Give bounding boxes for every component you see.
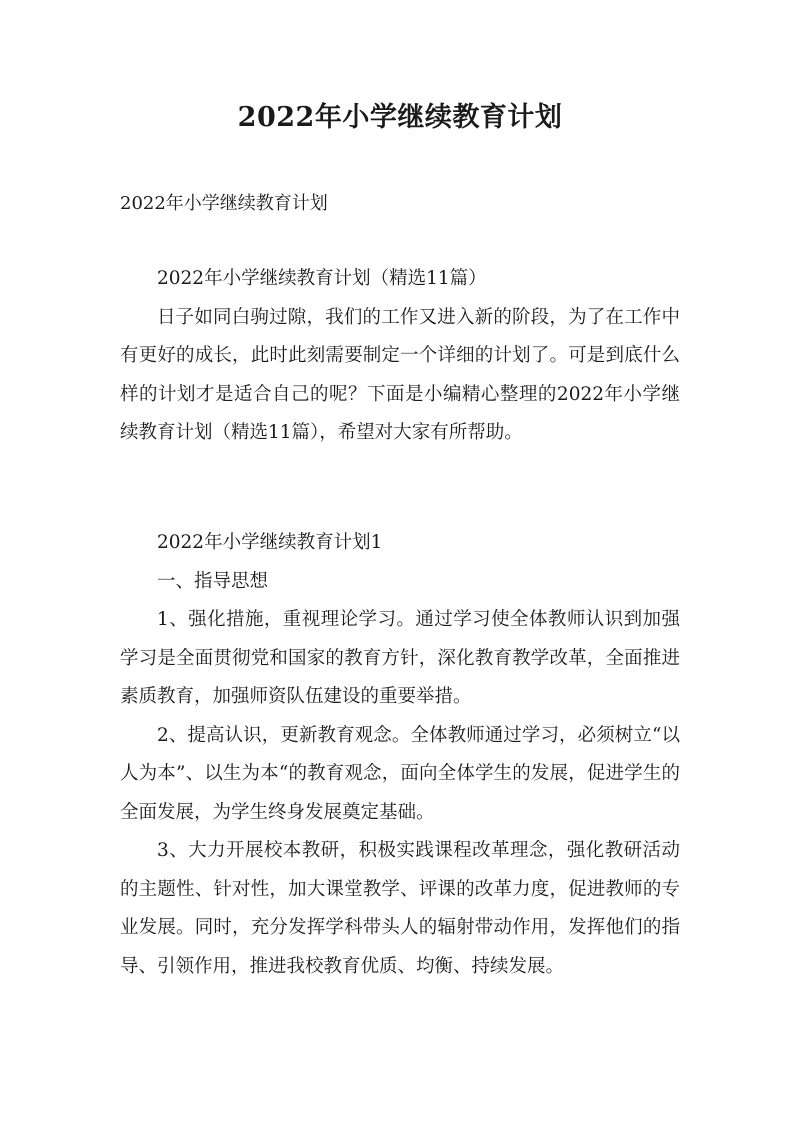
- document-title: 2022年小学继续教育计划: [237, 102, 563, 133]
- intro-heading: 2022年小学继续教育计划（精选11篇）: [157, 268, 487, 289]
- section-subheading: 一、指导思想: [157, 570, 269, 592]
- section-item-3: 3、大力开展校本教研，积极实践课程改革理念，强化教研活动的主题性、针对性，加大课堂教学、评课的改革力度，促进教师的专业发展。同时，充分发挥学科带头人的辐射带动作用，发挥他们的指导、引领作用，推进我校教育优质、均衡、持续发展。: [120, 840, 680, 977]
- intro-section: [120, 260, 680, 453]
- plan-section-1: [120, 524, 680, 986]
- section-item-2: 2、提高认识，更新教育观念。全体教师通过学习，必须树立“以人为本”、以生为本“的教育观念，面向全体学生的发展，促进学生的全面发展，为学生终身发展奠定基础。: [120, 724, 680, 823]
- section-heading: 2022年小学继续教育计划1: [157, 532, 383, 553]
- document-subtitle: 2022年小学继续教育计划: [120, 193, 328, 214]
- section-item-1: 1、强化措施，重视理论学习。通过学习使全体教师认识到加强学习是全面贯彻党和国家的教育方针，深化教育教学改革，全面推进素质教育，加强师资队伍建设的重要举措。: [120, 609, 680, 707]
- intro-paragraph: 日子如同白驹过隙，我们的工作又进入新的阶段，为了在工作中有更好的成长，此时此刻需要制定一个详细的计划了。可是到底什么样的计划才是适合自己的呢？下面是小编精心整理的2022年小学继续教育计划（精选11篇），希望对大家有所帮助。: [120, 306, 680, 443]
